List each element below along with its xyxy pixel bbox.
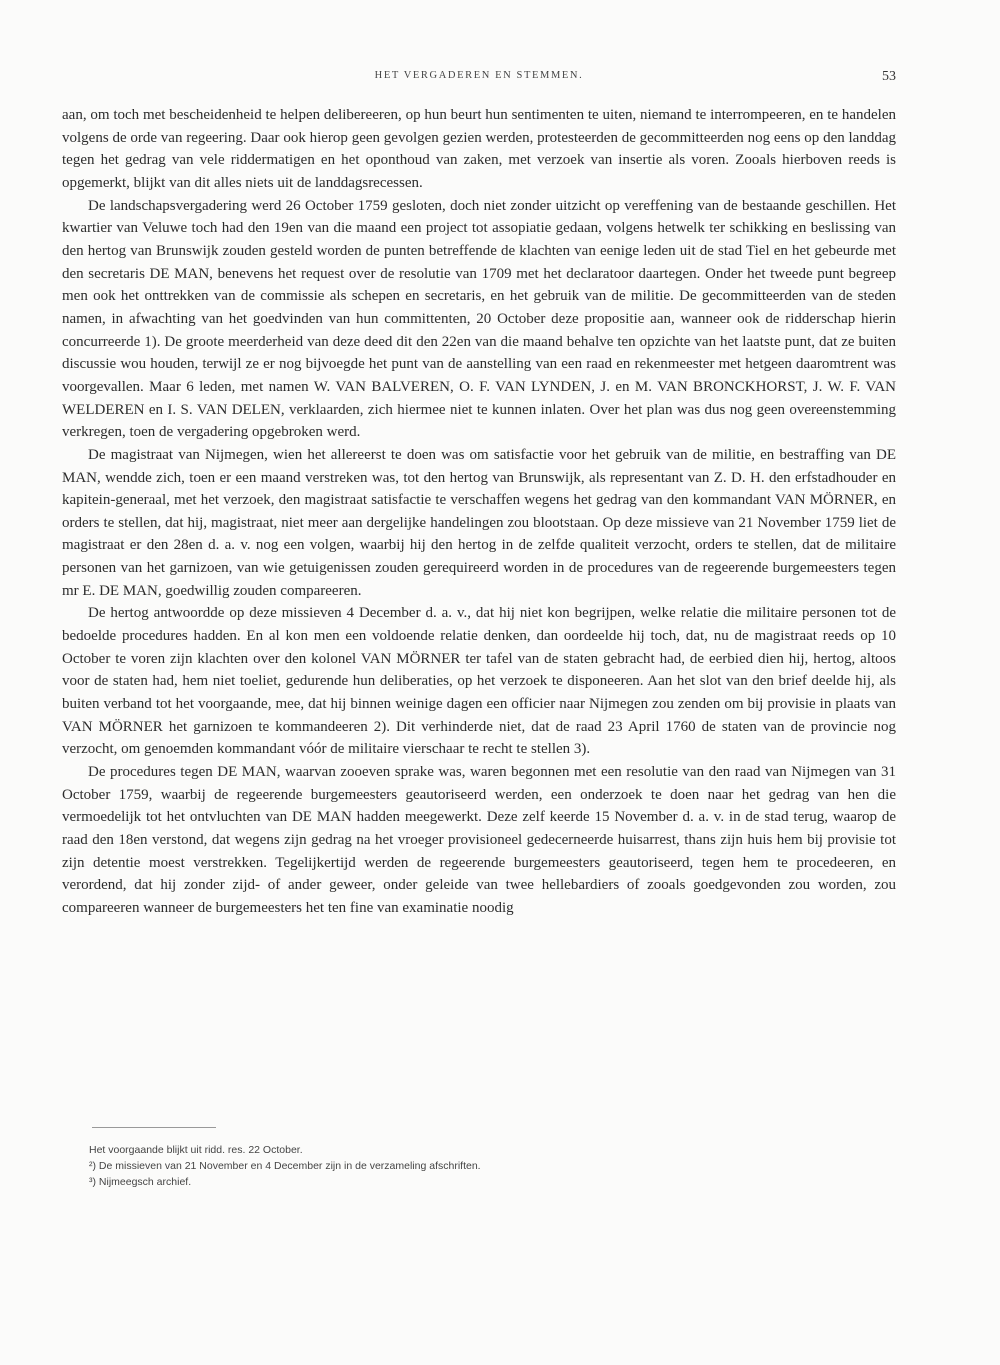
footnotes [89, 1142, 789, 1190]
footnote-2: ²) De missieven van 21 November en 4 December zijn in de verzameling afschriften. [89, 1160, 481, 1172]
paragraph-1: aan, om toch met bescheidenheid te helpen delibereeren, op hun beurt hun sentimenten te uiten, niemand te interrompeeren, en te handelen volgens de orde van regeering. Daar ook hierop geen gevolgen gezien werden, protesteerden de gecommitteerden nog eens op den landdag tegen het gedrag van vele riddermatigen en het oponthoud van zaken, met verzoek van insertie als voren. Zooals hierboven reeds is opgemerkt, blijkt van dit alles niets uit de landdagsrecessen. [62, 107, 896, 191]
paragraph-2: De landschapsvergadering werd 26 October 1759 gesloten, doch niet zonder uitzicht op vereffening van de bestaande geschillen. Het kwartier van Veluwe toch had den 19en van die maand een project tot assopiatie gedaan, volgens hetwelk ter schikking en beslissing van den hertog van Brunswijk zouden gesteld worden de punten betreffende de klachten van eenige leden uit de stad Tiel en het gebeurde met den secretaris DE MAN, benevens het request over de resolutie van 1709 met het declaratoor daartegen. Onder het tweede punt begreep men ook het onttrekken van de commissie als schepen en secretaris, en het gebruik van de militie. De gecommitteerden van de steden namen, in afwachting van het goedvinden van hun committenten, 20 October deze propositie aan, wanneer ook de ridderschap hierin concurreerde 1). De groote meerderheid van deze deed dit den 22en van die maand behalve ten opzichte van het laatste punt, dat ze buiten discussie wou houden, terwijl ze er nog bijvoegde het punt van de aanstelling van een raad en rekenmeester met hetgeen daaromtrent was voorgevallen. Maar 6 leden, met namen W. VAN BALVEREN, O. F. VAN LYNDEN, J. en M. VAN BRONCKHORST, J. W. F. VAN WELDEREN en I. S. VAN DELEN, verklaarden, zich hiermee niet te kunnen inlaten. Over het plan was dus nog geen overeenstemming verkregen, toen de vergadering opgebroken werd. [62, 197, 896, 441]
paragraph-5: De procedures tegen DE MAN, waarvan zooeven sprake was, waren begonnen met een resolutie van den raad van Nijmegen van 31 October 1759, waarbij de regeerende burgemeesters geautoriseerd werden, een onderzoek te doen naar het gedrag van hen die vermoedelijk tot het ontvluchten van DE MAN hadden meegewerkt. Deze zelf keerde 15 November d. a. v. in de stad terug, waarop de raad den 18en verstond, dat wegens zijn gedrag na het vroeger provisioneel gedecerneerde huisarrest, thans zijn huis hem bij provisie tot zijn detentie moest verstrekken. Tegelijkertijd werden de regeerende burgemeesters geautoriseerd, tegen hem te procedeeren, en verordend, dat hij zonder zijd- of ander geweer, onder geleide van twee hellebardiers of zooals goedgevonden zou worden, zou compareeren wanneer de burgemeesters het ten fine van examinatie noodig [62, 764, 896, 916]
page-header [62, 70, 896, 88]
paragraph-4: De hertog antwoordde op deze missieven 4 December d. a. v., dat hij niet kon begrijpen, welke relatie die militaire personen tot de bedoelde procedures hadden. En al kon men een voldoende relatie denken, dan oordeelde hij toch, dat, nu de magistraat reeds op 10 October te voren zijn klachten over den kolonel VAN MÖRNER ter tafel van de staten gebracht had, de eerbied dien hij, hertog, altoos voor de staten had, hem niet toeliet, gedurende hun deliberaties, op het verzoek te disponeeren. Aan het slot van den brief deelde hij, als buiten verband tot het voorgaande, mee, dat hij binnen weinige dagen een officier naar Nijmegen zou zenden om bij provisie in plaats van VAN MÖRNER het garnizoen te kommandeeren 2). Dit verhinderde niet, dat de raad 23 April 1760 de staten van de provincie nog verzocht, om genoemden kommandant vóór de militaire vierschaar te recht te stellen 3). [62, 605, 896, 758]
body-text [62, 104, 896, 920]
footnote-divider [92, 1127, 216, 1128]
footnote-1: Het voorgaande blijkt uit ridd. res. 22 October. [89, 1144, 303, 1156]
page-number: 53 [882, 69, 896, 84]
footnote-3: ³) Nijmeegsch archief. [89, 1176, 192, 1188]
running-head: HET VERGADEREN EN STEMMEN. [374, 70, 584, 81]
paragraph-3: De magistraat van Nijmegen, wien het allereerst te doen was om satisfactie voor het gebruik van de militie, en bestraffing van DE MAN, wendde zich, toen er een maand verstreken was, tot den hertog van Brunswijk, als representant van Z. D. H. den erfstadhouder en kapitein-generaal, met het verzoek, den magistraat satisfactie te verschaffen wegens het gedrag van den kommandant VAN MÖRNER, en orders te stellen, dat hij, magistraat, niet meer aan dergelijke handelingen zou blootstaan. Op deze missieve van 21 November 1759 liet de magistraat er den 28en d. a. v. nog een volgen, waarbij hij den hertog in de zelfde qualiteit verzocht, orders te stellen, dat de militaire personen van het garnizoen, van wie getuigenissen zouden gerequireerd worden in de procedures van de regeerende burgemeesters tegen mr E. DE MAN, goedwillig zouden compareeren. [62, 446, 896, 599]
